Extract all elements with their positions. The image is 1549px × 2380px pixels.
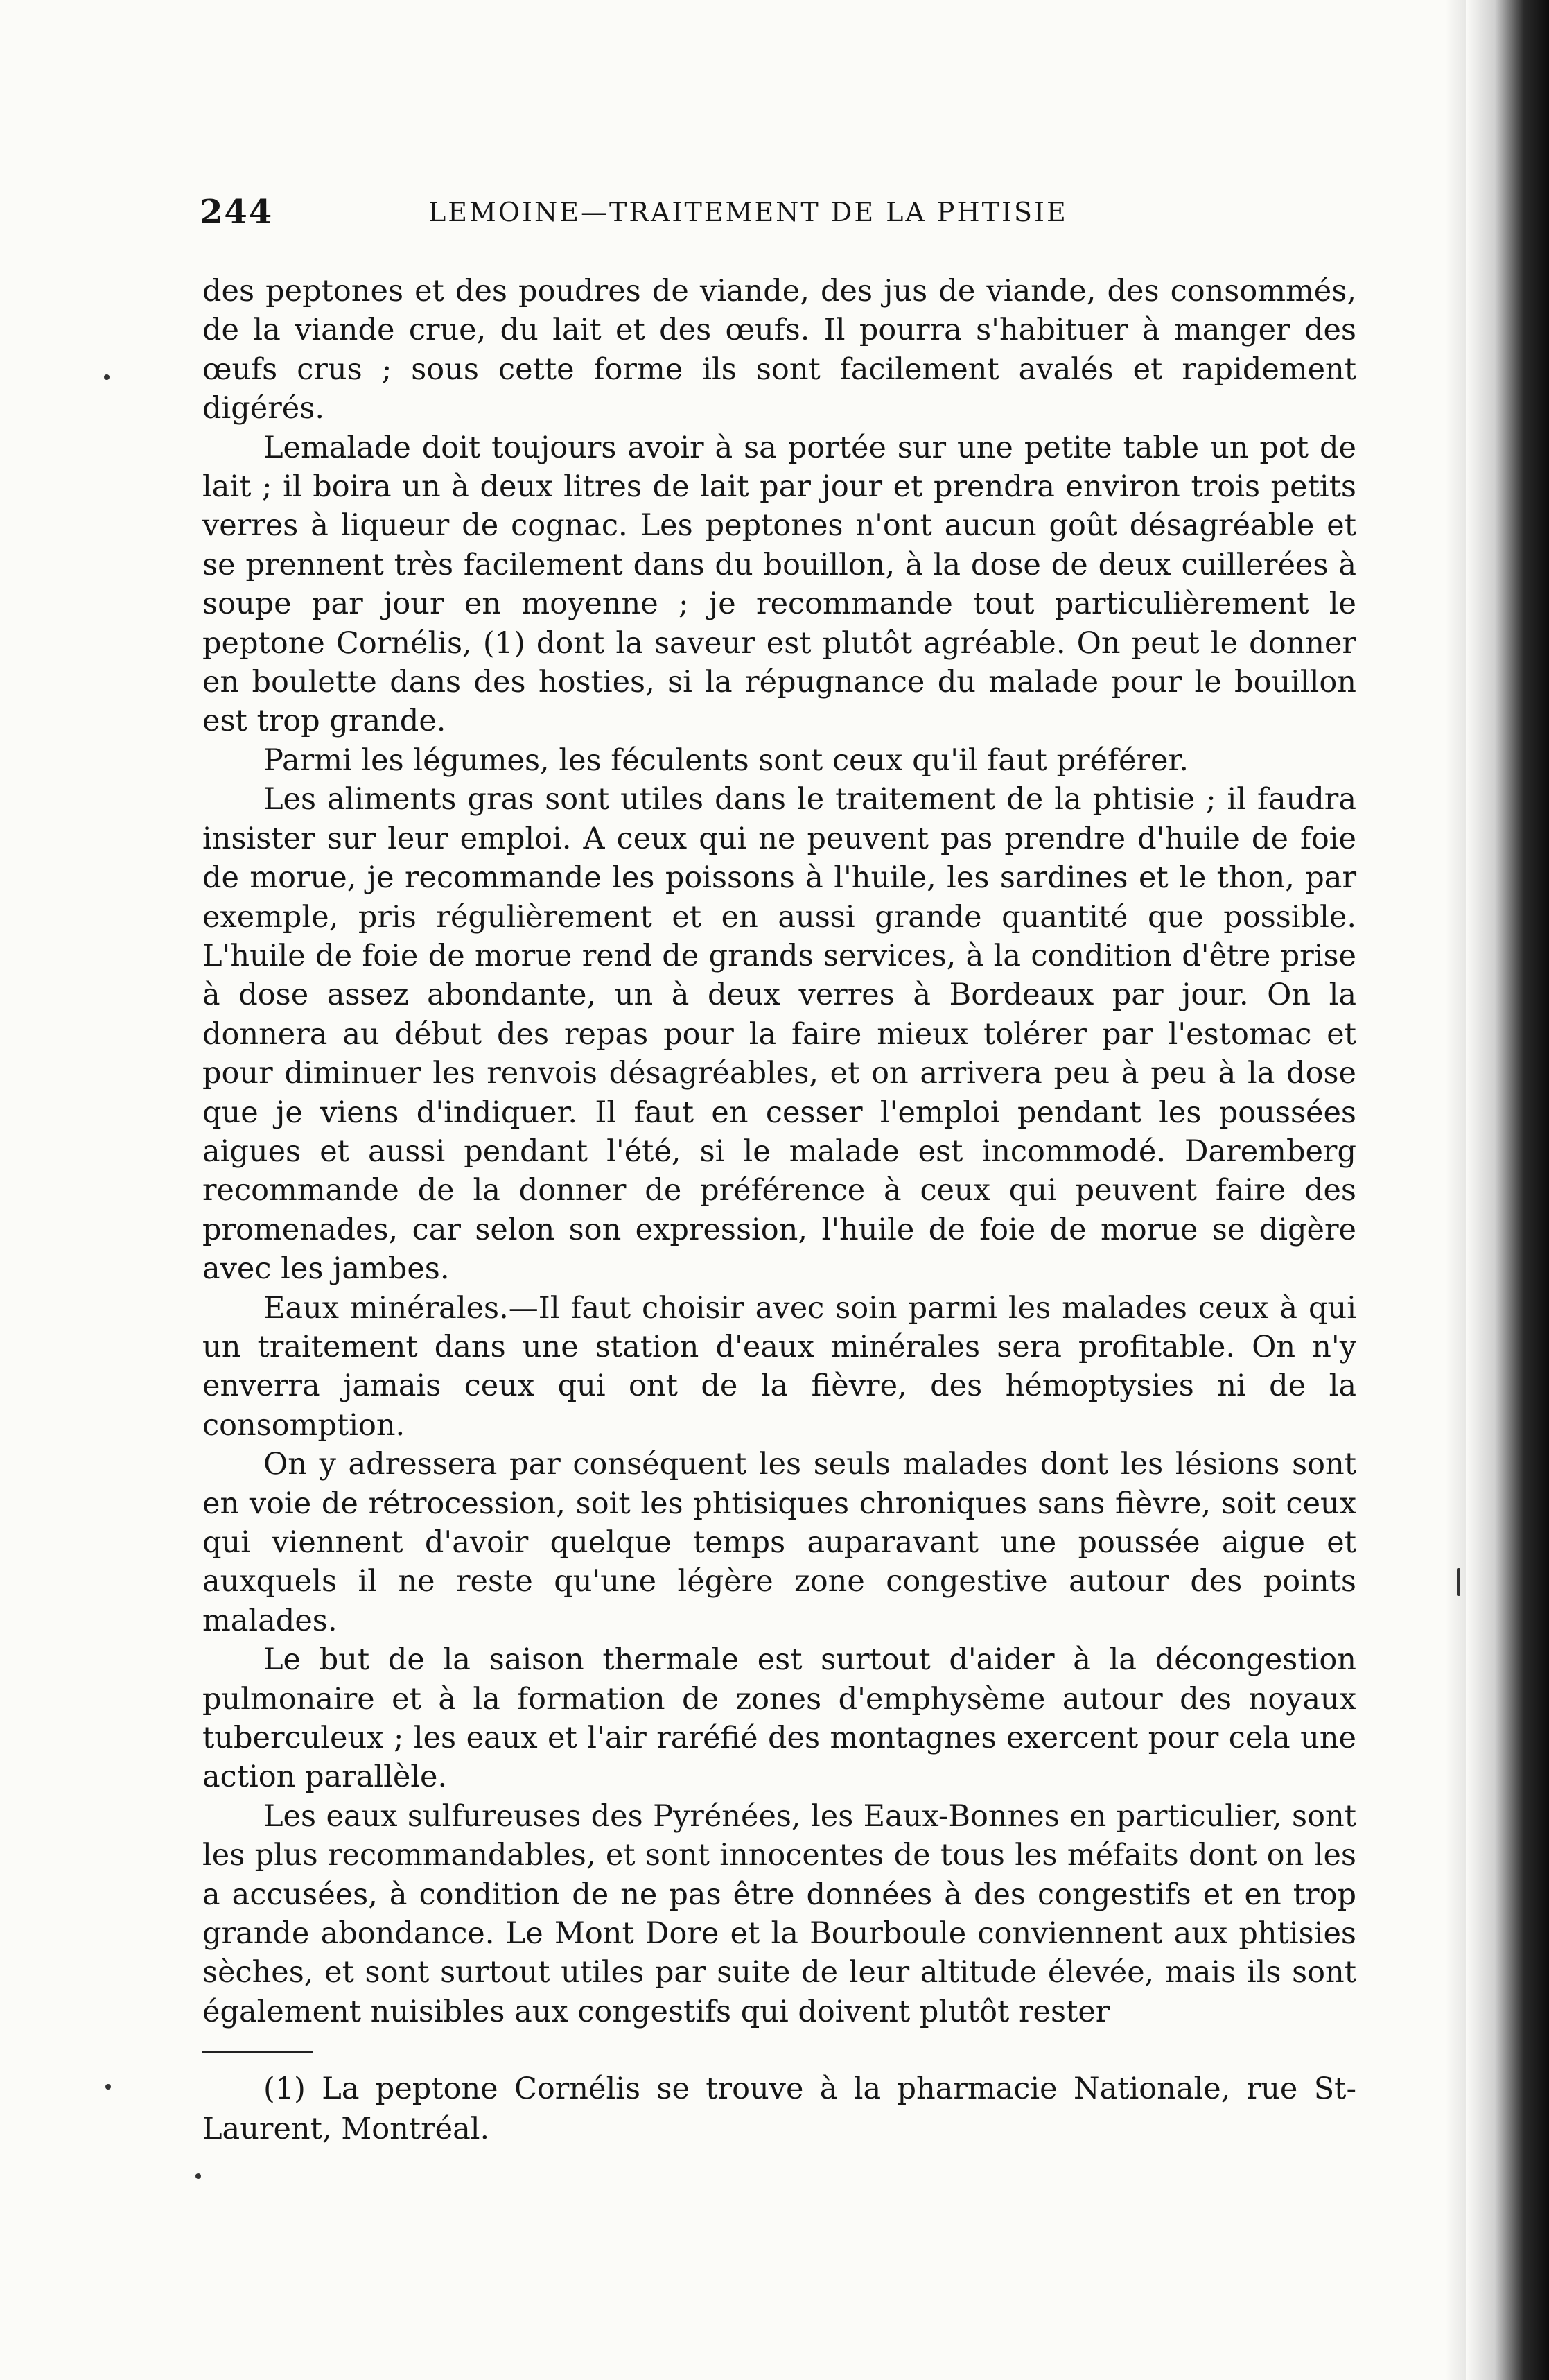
binding-shadow <box>1445 0 1466 2380</box>
footnote-divider <box>202 2051 313 2053</box>
paragraph-mineral-waters: Eaux minérales.—Il faut choisir avec soin parmi les malades ceux à qui un traitement dans une station d'eaux minérales sera profitable. On n'y enverra jamais ceux qui ont de la fièvre, des hémoptysies ni de la consomption. <box>202 1290 1356 1443</box>
scan-speck <box>104 374 110 380</box>
footnote <box>202 2069 1356 2149</box>
body-text <box>202 272 1356 2031</box>
footnote-text: (1) La peptone Cornélis se trouve à la pharmacie Nationale, rue St-Laurent, Montréal. <box>202 2071 1356 2146</box>
scan-speck <box>105 2084 111 2090</box>
scan-mark <box>1457 1568 1460 1596</box>
paragraph: Les aliments gras sont utiles dans le traitement de la phtisie ; il faudra insister sur leur emploi. A ceux qui ne peuvent pas prendre d'huile de foie de morue, je recommande les poissons à l'huile, les sardines et le thon, par exemple, pris régulièrement et en aussi grande quantité que possible. L'huile de foie de morue rend de grands services, à la condition d'être prise à dose assez abondante, un à deux verres à Bordeaux par jour. On la donnera au début des repas pour la faire mieux tolérer par l'estomac et pour diminuer les renvois désagréables, et on arrivera peu à peu à la dose que je viens d'indiquer. Il faut en cesser l'emploi pendant les poussées aigues et aussi pendant l'été, si le malade est incommodé. Daremberg recommande de la donner de préférence à ceux qui peuvent faire des promenades, car selon son expression, l'huile de foie de morue se digère avec les jambes. <box>202 782 1356 1287</box>
paragraph: Lemalade doit toujours avoir à sa portée sur une petite table un pot de lait ; il boira un à deux litres de lait par jour et prendra environ trois petits verres à liqueur de cognac. Les peptones n'ont aucun goût désagréable et se prennent très facilement dans du bouillon, à la dose de deux cuillerées à soupe par jour en moyenne ; je recommande tout particulièrement le peptone Cornélis, (1) dont la saveur est plutôt agréable. On peut le donner en boulette dans des hosties, si la répugnance du malade pour le bouillon est trop grande. <box>202 430 1356 739</box>
running-title: LEMOINE—TRAITEMENT DE LA PHTISIE <box>428 197 1068 227</box>
paragraph: Parmi les légumes, les féculents sont ceux qu'il faut préférer. <box>263 742 1189 778</box>
paragraph-continuation: des peptones et des poudres de viande, des jus de viande, des consommés, de la viande crue, du lait et des œufs. Il pourra s'habituer à manger des œufs crus ; sous cette forme ils sont facilement avalés et rapidement digérés. <box>202 274 1356 426</box>
paragraph: Les eaux sulfureuses des Pyrénées, les Eaux-Bonnes en particulier, sont les plus recommandables, et sont innocentes de tous les méfaits dont on les a accusées, à condition de ne pas être données à des congestifs et en trop grande abondance. Le Mont Dore et la Bourboule conviennent aux phtisies sèches, et sont surtout utiles par suite de leur altitude élevée, mais ils sont également nuisibles aux congestifs qui doivent plutôt rester <box>202 1798 1356 2029</box>
page-binding-edge <box>1466 0 1549 2380</box>
page-header <box>200 193 1378 234</box>
page-number: 244 <box>200 193 274 232</box>
paragraph: On y adressera par conséquent les seuls malades dont les lésions sont en voie de rétrocession, soit les phtisiques chroniques sans fièvre, soit ceux qui viennent d'avoir quelque temps auparavant une poussée aigue et auxquels il ne reste qu'une légère zone congestive autour des points malades. <box>202 1447 1356 1638</box>
paragraph: Le but de la saison thermale est surtout d'aider à la décongestion pulmonaire et à la formation de zones d'emphysème autour des noyaux tuberculeux ; les eaux et l'air raréfié des montagnes exercent pour cela une action parallèle. <box>202 1642 1356 1795</box>
scan-speck <box>195 2173 201 2179</box>
